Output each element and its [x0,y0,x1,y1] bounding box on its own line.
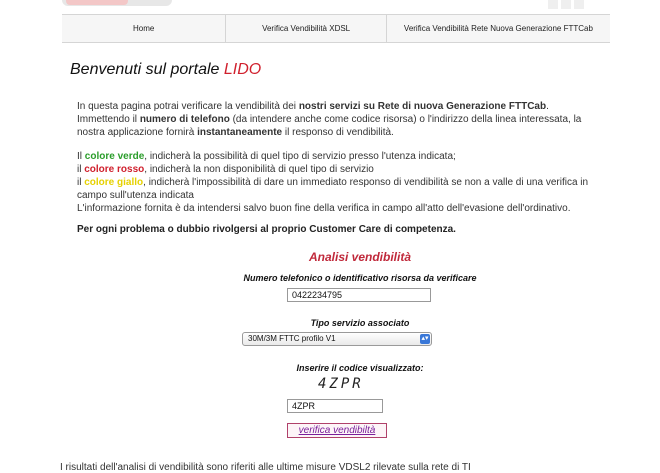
logo [62,0,172,6]
phone-label: Numero telefonico o identificativo risorsa da verificare [243,273,477,283]
intro-text-part: Immettendo il [77,114,140,125]
service-select-value: 30M/3M FTTC profilo V1 [248,334,336,343]
legend-green-label: colore verde [84,151,145,162]
captcha-label: Inserire il codice visualizzato: [296,363,424,373]
intro-text [77,100,597,215]
intro-text-part: In questa pagina potrai verificare la vendibilità dei [77,101,299,112]
intro-text-part: (da intendere anche come codice risorsa) o l'indirizzo della linea interessata, la nostra applicazione fornirà [77,114,582,138]
verify-button[interactable]: verifica vendibiltà [287,423,387,438]
legend-text: , indicherà la non disponibilità di quel tipo di servizio [144,164,374,175]
legend-yellow [77,176,597,202]
intro-text-bold: instantaneamente [197,127,283,138]
page-title-prefix: Benvenuti sul portale [70,61,224,78]
intro-text-part: il responso di vendibilità. [282,127,394,138]
nav-verifica-xdsl[interactable]: Verifica Vendibilità XDSL [226,15,386,42]
intro-text-bold: nostri servizi su Rete di nuova Generazione FTTCab [298,101,547,112]
intro-text-part: . [546,101,549,112]
main-navigation [62,14,610,43]
legend-text: il [77,177,85,188]
legend-text: Il [77,151,85,162]
info-text: L'informazione fornita è da intendersi salvo buon fine della verifica in campo all'atto dell'evasione dell'ordinativo. [77,203,571,214]
logo-mark [66,0,128,5]
intro-text-bold: numero di telefono [139,114,230,125]
phone-input[interactable] [287,288,431,302]
intro-paragraph [77,100,597,139]
captcha-input[interactable] [287,399,383,413]
page-title-brand: LIDO [223,61,262,78]
logo-icon [548,0,602,12]
support-note: Per ogni problema o dubbio rivolgersi al proprio Customer Care di competenza. [77,224,456,235]
form-title: Analisi vendibilità [308,250,412,264]
legend-green [77,150,597,163]
legend-red-label: colore rosso [84,164,145,175]
legend-text: il [77,164,85,175]
footer-note: I risultati dell'analisi di vendibilità sono riferiti alle ultime misure VDSL2 rilevate sulla rete di TI [60,462,471,473]
legend-red [77,163,597,176]
service-select[interactable] [242,332,432,346]
nav-home[interactable]: Home [62,15,226,42]
legend-text: , indicherà la possibilità di quel tipo di servizio presso l'utenza indicata; [144,151,456,162]
nav-verifica-fttcab[interactable]: Verifica Vendibilità Rete Nuova Generazione FTTCab [403,24,593,33]
legend-text: , indicherà l'impossibilità di dare un immediato responso di vendibilità se non a valle di una verifica in campo sull'utenza indicata [77,177,589,201]
captcha-image: 4ZPR [318,376,364,392]
service-label: Tipo servizio associato [310,318,410,328]
page-title [70,61,261,79]
chevron-updown-icon: ▴▾ [421,335,429,342]
legend-yellow-label: colore giallo [84,177,144,188]
top-banner [0,0,660,13]
